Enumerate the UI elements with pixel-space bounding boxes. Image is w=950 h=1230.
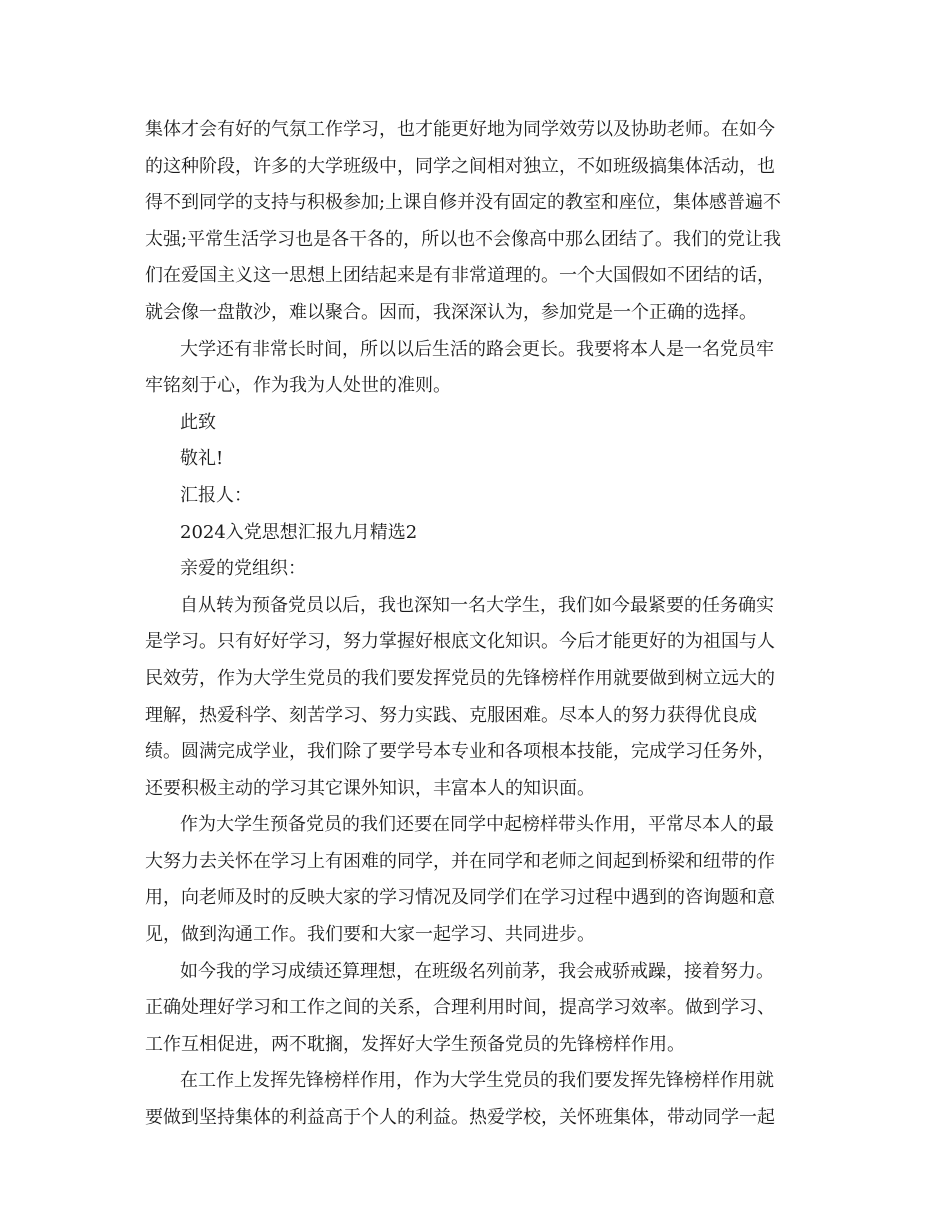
text-line: 用，向老师及时的反映大家的学习情况及同学们在学习过程中遇到的咨询题和意 xyxy=(145,887,775,909)
text-line: 大学还有非常长时间，所以以后生活的路会更长。我要将本人是一名党员牢 xyxy=(180,338,774,360)
text-line: 绩。圆满完成学业，我们除了要学号本专业和各项根本技能，完成学习任务外， xyxy=(145,741,775,763)
text-line: 民效劳，作为大学生党员的我们要发挥党员的先锋榜样作用就要做到树立远大的 xyxy=(145,667,775,689)
text-line: 牢铭刻于心，作为我为人处世的准则。 xyxy=(145,375,451,397)
text-line: 作为大学生预备党员的我们还要在同学中起榜样带头作用，平常尽本人的最 xyxy=(180,814,774,836)
text-line: 是学习。只有好好学习，努力掌握好根底文化知识。今后才能更好的为祖国与人 xyxy=(145,631,775,653)
document-page xyxy=(145,112,805,1137)
greeting: 亲爱的党组织： xyxy=(180,558,306,580)
text-line: 在工作上发挥先锋榜样作用，作为大学生党员的我们要发挥先锋榜样作用就 xyxy=(180,1070,774,1092)
closing-salutation: 此致 xyxy=(180,411,216,433)
text-line: 见，做到沟通工作。我们要和大家一起学习、共同进步。 xyxy=(145,924,595,946)
text-line: 正确处理好学习和工作之间的关系，合理利用时间，提高学习效率。做到学习、 xyxy=(145,997,775,1019)
text-line: 得不到同学的支持与积极参加;上课自修并没有固定的教室和座位，集体感普遍不 xyxy=(145,192,782,214)
text-line: 还要积极主动的学习其它课外知识，丰富本人的知识面。 xyxy=(145,777,595,799)
text-line: 们在爱国主义这一思想上团结起来是有非常道理的。一个大国假如不团结的话， xyxy=(145,265,775,287)
text-line: 大努力去关怀在学习上有困难的同学，并在同学和老师之间起到桥梁和纽带的作 xyxy=(145,850,775,872)
section-title: 2024入党思想汇报九月精选2 xyxy=(180,521,418,543)
text-line: 理解，热爱科学、刻苦学习、努力实践、克服困难。尽本人的努力获得优良成 xyxy=(145,704,757,726)
text-line: 的这种阶段，许多的大学班级中，同学之间相对独立，不如班级搞集体活动，也 xyxy=(145,155,775,177)
closing-regards: 敬礼! xyxy=(180,448,224,470)
text-line: 集体才会有好的气氛工作学习，也才能更好地为同学效劳以及协助老师。在如今 xyxy=(145,119,775,140)
text-line: 自从转为预备党员以后，我也深知一名大学生，我们如今最紧要的任务确实 xyxy=(180,594,774,616)
reporter-label: 汇报人： xyxy=(180,484,252,506)
text-line: 太强;平常生活学习也是各干各的，所以也不会像高中那么团结了。我们的党让我 xyxy=(145,228,782,250)
text-line: 要做到坚持集体的利益高于个人的利益。热爱学校，关怀班集体，带动同学一起 xyxy=(145,1107,775,1129)
text-line: 就会像一盘散沙，难以聚合。因而，我深深认为，参加党是一个正确的选择。 xyxy=(145,301,757,323)
text-line: 工作互相促进，两不耽搁，发挥好大学生预备党员的先锋榜样作用。 xyxy=(145,1033,685,1055)
text-line: 如今我的学习成绩还算理想，在班级名列前茅，我会戒骄戒躁，接着努力。 xyxy=(180,960,774,982)
